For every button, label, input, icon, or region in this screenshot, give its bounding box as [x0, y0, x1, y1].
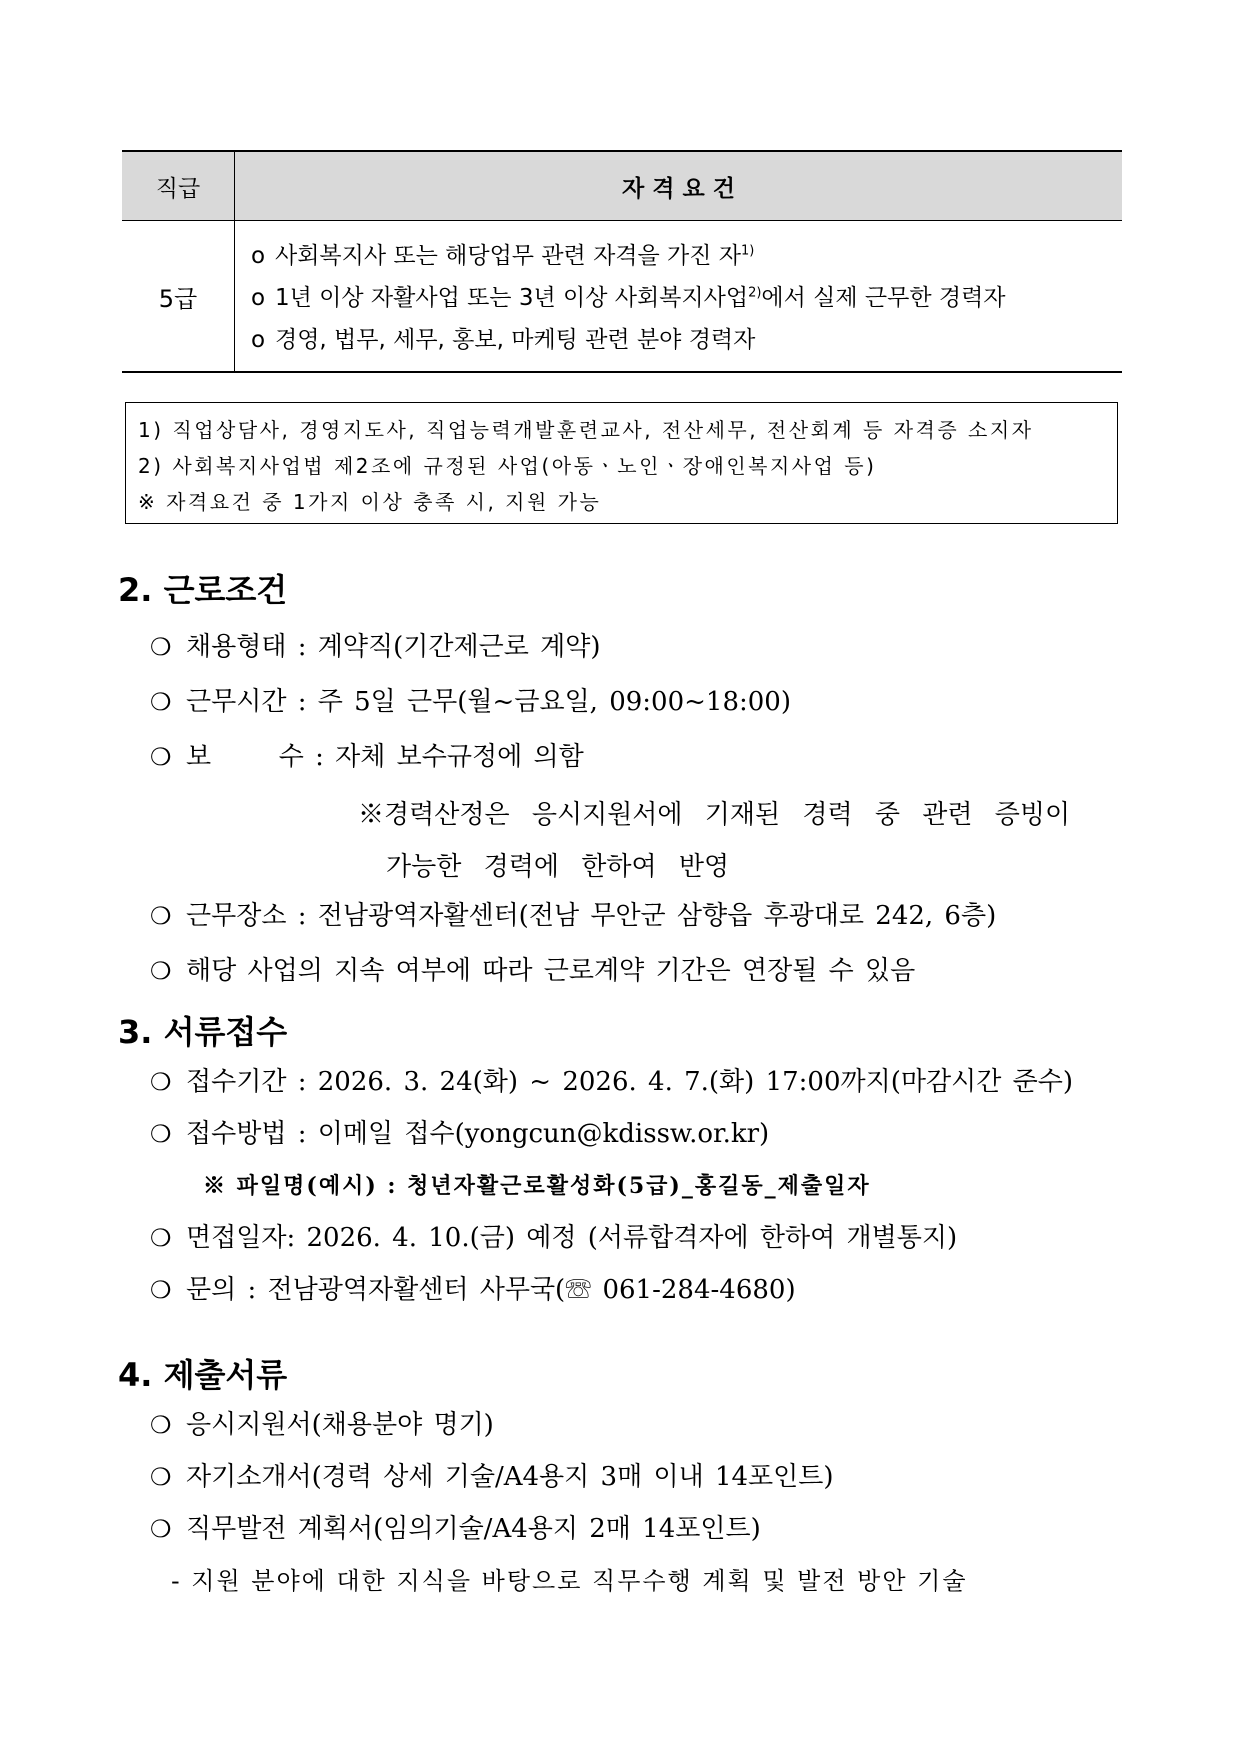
- bullet-circle-icon: ❍: [150, 1120, 172, 1148]
- salary-note-line-2: 가능한 경력에 한하여 반영: [386, 852, 730, 882]
- submission-method-line: [150, 1108, 1122, 1160]
- bullet-circle-icon: ❍: [150, 1411, 172, 1439]
- requirement-text: 사회복지사 또는 해당업무 관련 자격을 가진 자: [275, 243, 742, 269]
- section-required-documents: [0, 1351, 1240, 1607]
- bullet-circle-icon: ❍: [150, 1224, 172, 1252]
- header-requirements: 자 격 요 건: [622, 174, 735, 202]
- footnote-1: 1) 직업상담사, 경영지도사, 직업능력개발훈련교사, 전산세무, 전산회계 등 자격증 소지자: [138, 418, 1034, 442]
- document-text: 응시지원서(채용분야 명기): [186, 1410, 494, 1440]
- bullet-circle-icon: ❍: [150, 743, 172, 771]
- interview-date-line: [150, 1212, 1122, 1264]
- extension-text: 해당 사업의 지속 여부에 따라 근로계약 기간은 연장될 수 있음: [186, 956, 916, 986]
- footnote-ref: 1): [741, 243, 755, 259]
- work-hours-line: [150, 675, 1122, 730]
- requirement-text-after: 에서 실제 근무한 경력자: [761, 285, 1006, 311]
- section-document-submission: [0, 1008, 1240, 1316]
- workplace-text: 근무장소 : 전남광역자활센터(전남 무안군 삼향읍 후광대로 242, 6층): [186, 901, 997, 931]
- bullet-circle-icon: ❍: [150, 633, 172, 661]
- plan-detail-line: - 지원 분야에 대한 지식을 바탕으로 직무수행 계획 및 발전 방안 기술: [171, 1567, 968, 1595]
- salary-note-line-1: ※경력산정은 응시지원서에 기재된 경력 중 관련 증빙이: [358, 800, 1071, 830]
- list-item: [150, 1451, 1122, 1503]
- document-text: 직무발전 계획서(임의기술/A4용지 2매 14포인트): [186, 1514, 761, 1544]
- employment-type-text: 채용형태 : 계약직(기간제근로 계약): [186, 632, 601, 662]
- table-row: [122, 221, 1122, 371]
- list-item: [150, 1503, 1122, 1555]
- interview-date-text: 면접일자: 2026. 4. 10.(금) 예정 (서류합격자에 한하여 개별통지): [186, 1223, 958, 1253]
- section-heading: 4. 제출서류: [118, 1356, 288, 1394]
- submission-method-text: 접수방법 : 이메일 접수(yongcun@kdissw.or.kr): [186, 1119, 770, 1149]
- salary-text: 보 수 : 자체 보수규정에 의함: [186, 742, 584, 772]
- bullet-o-icon: o: [251, 327, 266, 353]
- contact-text: 문의 : 전남광역자활센터 사무국(☏ 061-284-4680): [186, 1275, 796, 1305]
- bullet-circle-icon: ❍: [150, 688, 172, 716]
- bullet-circle-icon: ❍: [150, 1068, 172, 1096]
- requirement-text: 1년 이상 자활사업 또는 3년 이상 사회복지사업: [275, 285, 749, 311]
- bullet-circle-icon: ❍: [150, 1276, 172, 1304]
- requirement-item: [251, 319, 1122, 361]
- file-name-note: ※ 파일명(예시) : 청년자활근로활성화(5급)_홍길동_제출일자: [203, 1173, 871, 1199]
- requirements-cell: [235, 221, 1122, 371]
- header-grade: 직급: [122, 152, 235, 220]
- requirement-item: [251, 277, 1122, 319]
- requirement-item: [251, 235, 1122, 277]
- document-text: 자기소개서(경력 상세 기술/A4용지 3매 이내 14포인트): [186, 1462, 834, 1492]
- contact-line: [150, 1264, 1122, 1316]
- employment-type-line: [150, 620, 1122, 675]
- bullet-circle-icon: ❍: [150, 1515, 172, 1543]
- bullet-o-icon: o: [251, 243, 266, 269]
- work-hours-text: 근무시간 : 주 5일 근무(월~금요일, 09:00~18:00): [186, 687, 791, 717]
- bullet-circle-icon: ❍: [150, 902, 172, 930]
- extension-line: [150, 944, 1122, 999]
- section-heading: 3. 서류접수: [118, 1013, 288, 1051]
- footnote-2: 2) 사회복지사업법 제2조에 규정된 사업(아동ㆍ노인ㆍ장애인복지사업 등): [138, 454, 877, 478]
- bullet-circle-icon: ❍: [150, 1463, 172, 1491]
- footnote-note: ※ 자격요건 중 1가지 이상 충족 시, 지원 가능: [138, 490, 602, 514]
- footnote-ref: 2): [748, 285, 762, 301]
- requirement-text: 경영, 법무, 세무, 홍보, 마케팅 관련 분야 경력자: [275, 327, 756, 353]
- submission-period-line: [150, 1056, 1122, 1108]
- bullet-circle-icon: ❍: [150, 957, 172, 985]
- grade-cell: 5급: [122, 221, 235, 371]
- qualification-table: [122, 150, 1122, 373]
- section-heading: 2. 근로조건: [118, 571, 288, 609]
- workplace-line: [150, 889, 1122, 944]
- footnote-box: [125, 402, 1118, 524]
- table-header-row: [122, 152, 1122, 221]
- list-item: [150, 1399, 1122, 1451]
- section-work-conditions: [0, 560, 1240, 999]
- submission-period-text: 접수기간 : 2026. 3. 24(화) ~ 2026. 4. 7.(화) 17:00까지(마감시간 준수): [186, 1067, 1073, 1097]
- bullet-o-icon: o: [251, 285, 266, 311]
- salary-line: [150, 730, 1122, 785]
